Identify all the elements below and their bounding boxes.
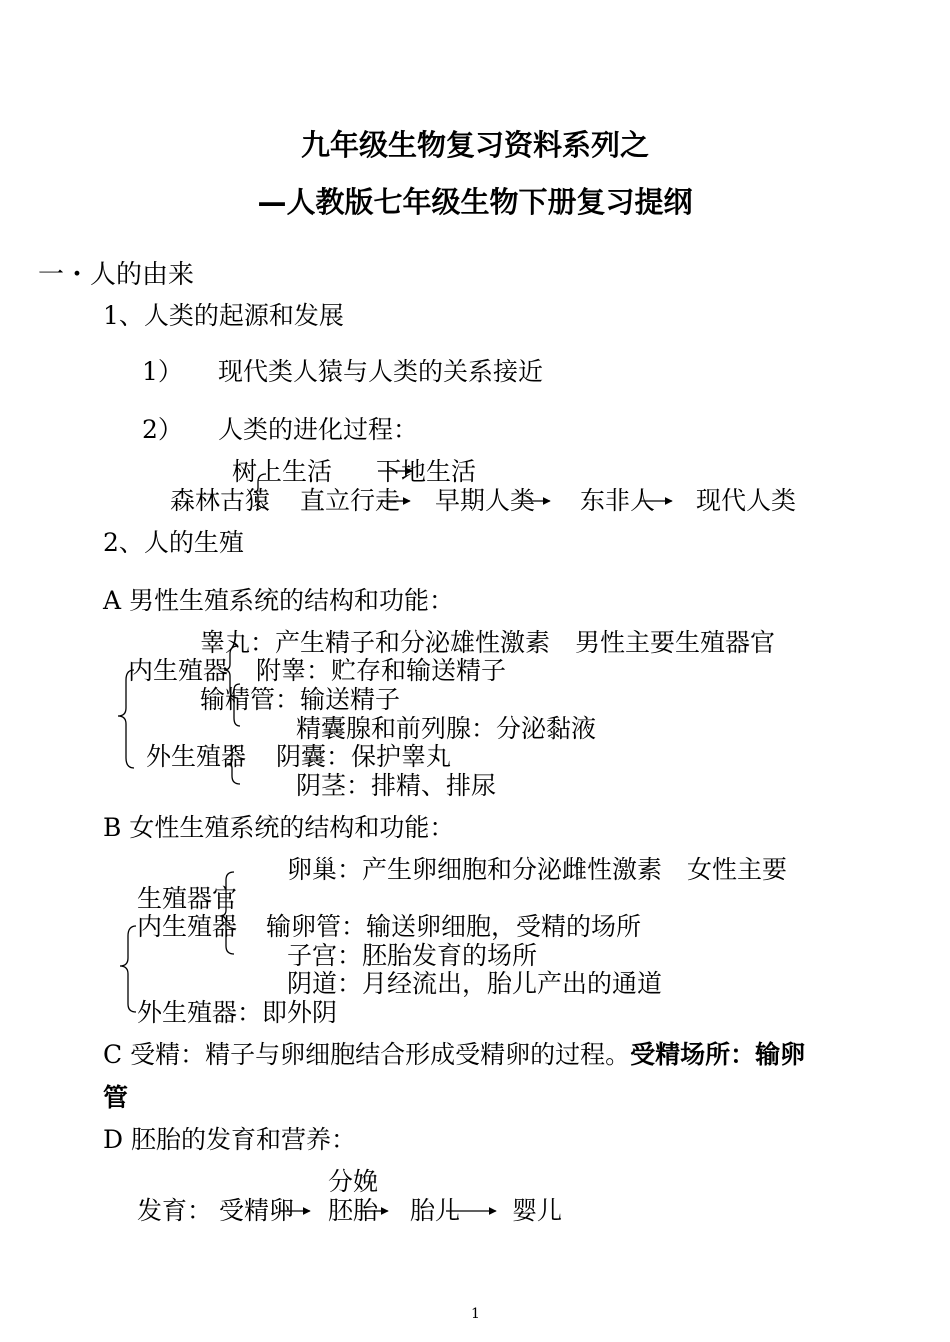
flow-step: 森林古猿 — [170, 486, 271, 515]
flow-step: 现代人类 — [696, 486, 797, 515]
flow-step: 早期人类 — [435, 486, 536, 515]
flow-step: 胎儿 — [410, 1196, 461, 1225]
tree-item: 卵巢：产生卵细胞和分泌雌性激素 女性主要 — [287, 855, 788, 884]
tree-item: 子宫：胚胎发育的场所 — [287, 941, 538, 970]
tree-item: 精囊腺和前列腺：分泌黏液 — [296, 714, 597, 743]
embryo-heading: D 胚胎的发育和营养： — [103, 1125, 356, 1154]
list-item-text: 现代类人猿与人类的关系接近 — [218, 357, 544, 386]
tree-item: 附睾：贮存和输送精子 — [256, 656, 507, 685]
tree-item: 生殖器官 — [137, 884, 238, 913]
page-title: 九年级生物复习资料系列之 — [300, 128, 649, 162]
flow-label: 下地生活 — [376, 457, 477, 486]
fert-location-cont: 管 — [103, 1083, 129, 1112]
tree-group-label: 内生殖器 — [137, 912, 238, 941]
fert-location: 受精场所：输卵 — [630, 1040, 806, 1069]
subsection-heading: 1、人类的起源和发展 — [103, 301, 344, 330]
flow-prefix: 发育： — [137, 1196, 213, 1225]
flow-step: 直立行走 — [300, 486, 401, 515]
female-heading: B 女性生殖系统的结构和功能： — [103, 813, 455, 842]
flow-label: 树上生活 — [232, 457, 333, 486]
page-subtitle: —人教版七年级生物下册复习提纲 — [257, 185, 693, 219]
fert-description: C 受精：精子与卵细胞结合形成受精卵的过程。 — [103, 1040, 631, 1069]
subsection-heading: 2、人的生殖 — [103, 528, 244, 557]
section-heading: 一・人的由来 — [38, 260, 195, 290]
list-item-text: 人类的进化过程： — [218, 415, 419, 444]
flow-step: 受精卵 — [219, 1196, 295, 1225]
tree-group-label: 内生殖器 — [128, 656, 229, 685]
list-item-number: 1） — [142, 357, 183, 386]
male-heading: A 男性生殖系统的结构和功能： — [103, 586, 455, 615]
list-item-number: 2） — [142, 415, 183, 444]
tree-item: 阴道：月经流出，胎儿产出的通道 — [287, 969, 663, 998]
tree-item: 输卵管：输送卵细胞，受精的场所 — [266, 912, 642, 941]
tree-item: 阴囊：保护睾丸 — [276, 742, 452, 771]
fert-text — [103, 1040, 805, 1070]
tree-item: 阴茎：排精、排尿 — [296, 771, 497, 800]
page-number: 1 — [471, 1306, 480, 1322]
tree-group-label: 外生殖器：即外阴 — [137, 998, 338, 1027]
tree-item: 睾丸：产生精子和分泌雄性激素 男性主要生殖器官 — [200, 628, 776, 657]
flow-step: 东非人 — [580, 486, 656, 515]
tree-item: 输精管：输送精子 — [200, 685, 401, 714]
brace-icon — [120, 926, 136, 1012]
tree-group-label: 外生殖器 — [146, 742, 247, 771]
flow-label: 分娩 — [328, 1167, 379, 1196]
flow-step: 婴儿 — [512, 1196, 563, 1225]
flow-step: 胚胎 — [328, 1196, 379, 1225]
